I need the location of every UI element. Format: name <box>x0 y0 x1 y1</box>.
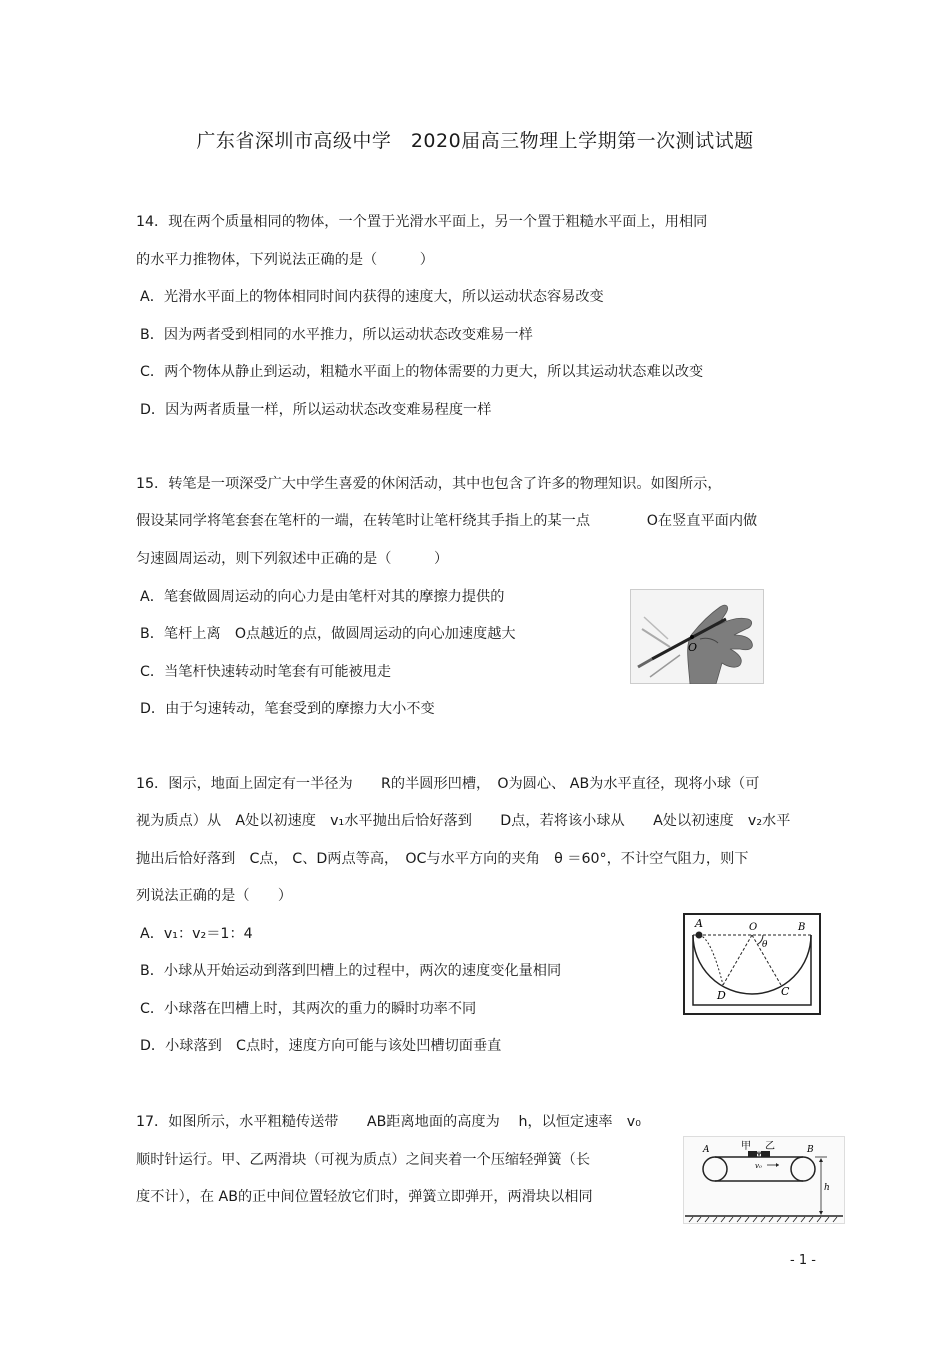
q17-stem-line-3: 度不计），在 AB的正中间位置轻放它们时，弹簧立即弹开，两滑块以相同 <box>136 1189 593 1205</box>
q16-option-a: A．v₁：v₂＝1：4 <box>140 926 253 942</box>
q17-stem-line-1: 17．如图所示，水平粗糙传送带 AB距离地面的高度为 h，以恒定速率 v₀ <box>136 1114 641 1130</box>
conveyor-belt-figure <box>683 1136 845 1224</box>
q15-stem-line-3: 匀速圆周运动，则下列叙述中正确的是（ ） <box>136 551 449 567</box>
q16-stem-line-2: 视为质点）从 A处以初速度 v₁水平抛出后恰好落到 D点，若将该小球从 A处以初速度 v₂水平 <box>136 813 791 829</box>
label-b: B <box>807 1145 814 1155</box>
q14-option-a: A．光滑水平面上的物体相同时间内获得的速度大，所以运动状态容易改变 <box>140 289 604 305</box>
semicircle-groove-figure <box>683 913 821 1015</box>
label-a: A <box>703 1145 710 1155</box>
label-jia: 甲 <box>741 1141 751 1152</box>
label-yi: 乙 <box>765 1141 775 1152</box>
q14-option-d: D．因为两者质量一样，所以运动状态改变难易程度一样 <box>140 402 492 418</box>
page-title: 广东省深圳市高级中学 2020届高三物理上学期第一次测试试题 <box>196 130 754 152</box>
q16-stem-line-1: 16．图示，地面上固定有一半径为 R的半圆形凹槽， O为圆心、 AB为水平直径，现将小球（可 <box>136 776 760 792</box>
q16-option-d: D．小球落到 C点时，速度方向可能与该处凹槽切面垂直 <box>140 1038 502 1054</box>
label-d: D <box>717 989 726 1002</box>
q16-option-c: C．小球落在凹槽上时，其两次的重力的瞬时功率不同 <box>140 1001 477 1017</box>
q16-stem-line-4: 列说法正确的是（ ） <box>136 888 293 904</box>
label-v0: v₀ <box>755 1162 762 1170</box>
q15-stem-line-1: 15．转笔是一项深受广大中学生喜爱的休闲活动，其中也包含了许多的物理知识。如图所示， <box>136 476 722 492</box>
label-b: B <box>798 922 806 933</box>
q16-option-b: B．小球从开始运动到落到凹槽上的过程中，两次的速度变化量相同 <box>140 963 562 979</box>
fig-label-o: O <box>688 641 698 654</box>
label-h: h <box>824 1183 830 1193</box>
label-o: O <box>749 922 758 933</box>
label-a: A <box>695 917 703 930</box>
q14-stem-line-2: 的水平力推物体，下列说法正确的是（ ） <box>136 252 434 268</box>
q15-option-b: B．笔杆上离 O点越近的点，做圆周运动的向心加速度越大 <box>140 626 516 642</box>
ball <box>696 932 703 939</box>
q15-option-d: D．由于匀速转动，笔套受到的摩擦力大小不变 <box>140 701 435 717</box>
q16-stem-line-3: 抛出后恰好落到 C点， C、D两点等高， OC与水平方向的夹角 θ ＝60°，不计空气阻力，则下 <box>136 851 749 867</box>
label-theta: θ <box>762 940 768 950</box>
label-c: C <box>781 985 790 998</box>
q17-stem-line-2: 顺时针运行。甲、乙两滑块（可视为质点）之间夹着一个压缩轻弹簧（长 <box>136 1152 591 1168</box>
q14-option-c: C．两个物体从静止到运动，粗糙水平面上的物体需要的力更大，所以其运动状态难以改变 <box>140 364 704 380</box>
page-number: - 1 - <box>790 1253 816 1268</box>
pen-spinning-figure <box>630 589 764 684</box>
q14-stem-line-1: 14．现在两个质量相同的物体，一个置于光滑水平面上，另一个置于粗糙水平面上，用相同 <box>136 214 708 230</box>
q15-stem-line-2: 假设某同学将笔套套在笔杆的一端，在转笔时让笔杆绕其手指上的某一点 O在竖直平面内做 <box>136 513 758 529</box>
q15-option-a: A．笔套做圆周运动的向心力是由笔杆对其的摩擦力提供的 <box>140 589 505 605</box>
q14-option-b: B．因为两者受到相同的水平推力，所以运动状态改变难易一样 <box>140 327 533 343</box>
q15-option-c: C．当笔杆快速转动时笔套有可能被甩走 <box>140 664 392 680</box>
